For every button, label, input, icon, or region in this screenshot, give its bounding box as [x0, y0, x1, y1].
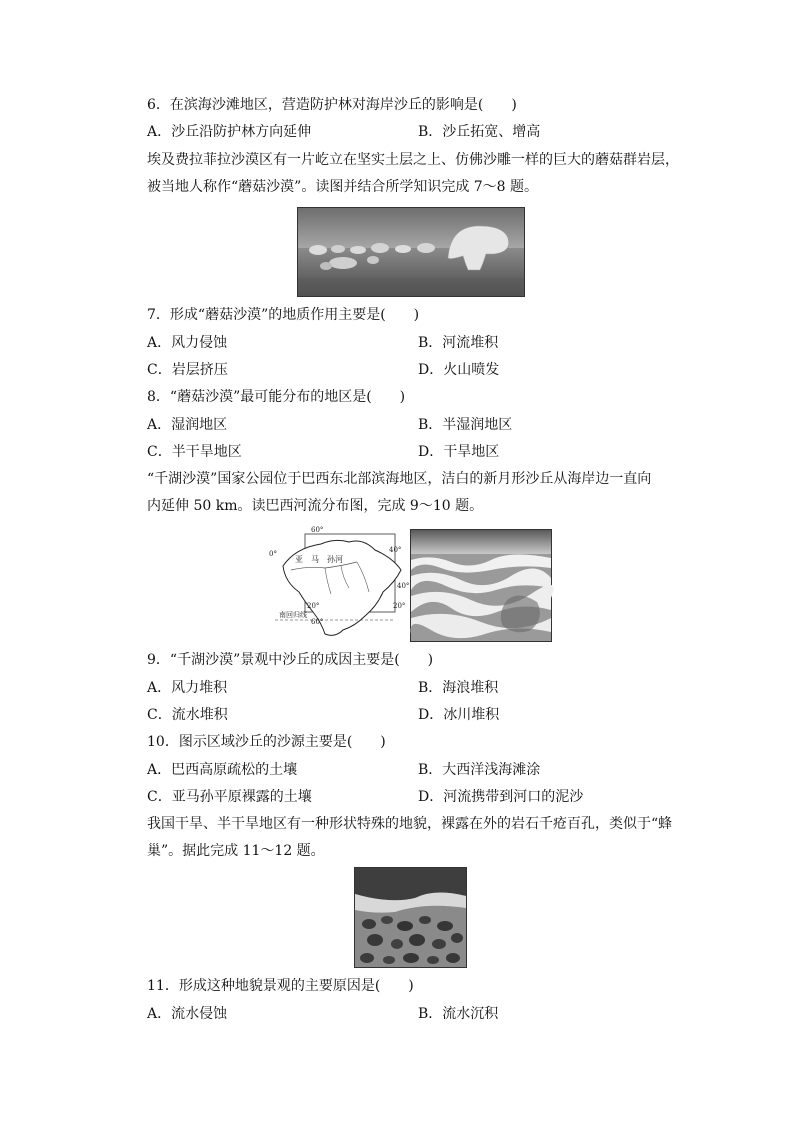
q8-option-a: A．湿润地区 — [147, 417, 228, 433]
map-river-label: 亚 马 孙河 — [295, 555, 343, 564]
q10-option-a: A．巴西高原疏松的土壤 — [147, 762, 298, 778]
map-label-20b: 20° — [393, 602, 406, 610]
q7-option-a: A．风力侵蚀 — [147, 335, 228, 351]
q6-stem: 6．在滨海沙滩地区，营造防护林对海岸沙丘的影响是( ) — [147, 97, 517, 113]
q7-stem: 7．形成“蘑菇沙漠”的地质作用主要是( ) — [147, 307, 420, 323]
q6-option-a: A．沙丘沿防护林方向延伸 — [147, 124, 312, 140]
map-label-60s: 60° — [311, 618, 324, 626]
white-dunes-photo — [410, 529, 552, 642]
q11-stem: 11．形成这种地貌景观的主要原因是( ) — [147, 978, 414, 994]
map-label-20a: 20° — [307, 602, 320, 610]
q8-option-b: B．半湿润地区 — [418, 417, 513, 433]
q11-option-b: B．流水沉积 — [418, 1006, 499, 1022]
passage2-line1: “千湖沙漠”国家公园位于巴西东北部滨海地区，洁白的新月形沙丘从海岸边一直向 — [147, 471, 652, 487]
passage1-line1: 埃及费拉菲拉沙漠区有一片屹立在坚实土层之上、仿佛沙雕一样的巨大的蘑菇群岩层， — [147, 152, 679, 168]
q9-option-a: A．风力堆积 — [147, 680, 228, 696]
q10-option-b: B．大西洋浅海滩涂 — [418, 762, 541, 778]
q6-option-b: B．沙丘拓宽、增高 — [418, 124, 541, 140]
map-label-60n: 60° — [311, 526, 324, 534]
q10-option-c: C．亚马孙平原裸露的土壤 — [147, 789, 312, 805]
passage3-line2: 巢”。据此完成 11～12 题。 — [147, 843, 325, 859]
honeycomb-rock-photo — [354, 867, 467, 968]
q8-stem: 8．“蘑菇沙漠”最可能分布的地区是( ) — [147, 389, 406, 405]
q7-option-c: C．岩层挤压 — [147, 362, 228, 378]
map-label-lon0: 0° — [269, 550, 277, 558]
q8-option-d: D．干旱地区 — [418, 444, 500, 460]
q7-option-b: B．河流堆积 — [418, 335, 499, 351]
q9-option-b: B．海浪堆积 — [418, 680, 499, 696]
map-label-40e: 40° — [389, 546, 402, 554]
passage3-line1: 我国干旱、半干旱地区有一种形状特殊的地貌，裸露在外的岩石千疮百孔，类似于“蜂 — [147, 816, 673, 832]
map-tropic-label: 南回归线 — [279, 611, 307, 619]
mushroom-rock-photo — [297, 207, 525, 297]
brazil-river-map — [265, 522, 408, 642]
q8-option-c: C．半干旱地区 — [147, 444, 242, 460]
passage1-line2: 被当地人称作“蘑菇沙漠”。读图并结合所学知识完成 7～8 题。 — [147, 179, 539, 195]
q7-option-d: D．火山喷发 — [418, 362, 500, 378]
q9-option-c: C．流水堆积 — [147, 707, 228, 723]
q9-stem: 9．“千湖沙漠”景观中沙丘的成因主要是( ) — [147, 652, 434, 668]
q10-option-d: D．河流携带到河口的泥沙 — [418, 789, 584, 805]
passage2-line2: 内延伸 50 km。读巴西河流分布图，完成 9～10 题。 — [147, 498, 484, 514]
q9-option-d: D．冰川堆积 — [418, 707, 500, 723]
q10-stem: 10．图示区域沙丘的沙源主要是( ) — [147, 734, 386, 750]
map-label-40w: 40° — [397, 582, 410, 590]
q11-option-a: A．流水侵蚀 — [147, 1006, 228, 1022]
